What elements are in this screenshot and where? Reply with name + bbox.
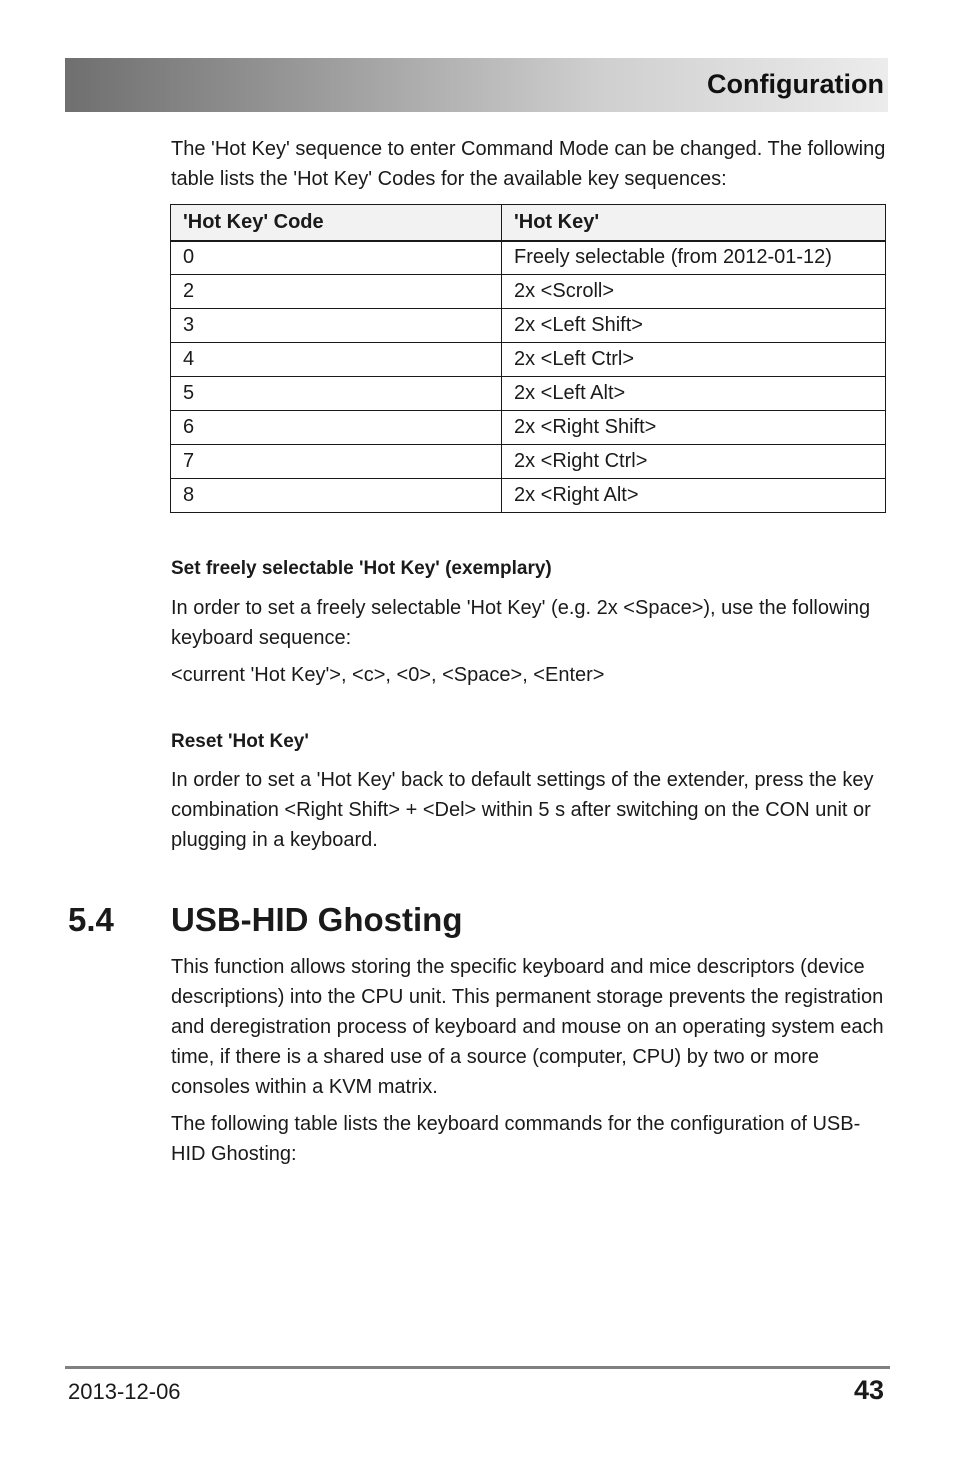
- table-cell-hotkey: 2x <Scroll>: [502, 275, 886, 309]
- table-header-row: [171, 205, 886, 241]
- table-cell-code: 6: [171, 411, 502, 445]
- hotkey-table: [170, 204, 886, 513]
- table-cell-hotkey: Freely selectable (from 2012-01-12): [502, 241, 886, 275]
- table-header-hotkey: 'Hot Key': [502, 205, 886, 241]
- table-cell-hotkey: 2x <Left Alt>: [502, 377, 886, 411]
- footer-divider: [65, 1366, 890, 1369]
- table-cell-code: 3: [171, 309, 502, 343]
- reset-heading: Reset 'Hot Key': [171, 731, 309, 752]
- table-cell-code: 5: [171, 377, 502, 411]
- table-row: [171, 479, 886, 513]
- footer-date: 2013-12-06: [68, 1379, 181, 1404]
- table-row: [171, 411, 886, 445]
- page-number: 43: [853, 1375, 884, 1405]
- page-header-band: [65, 58, 888, 112]
- section-number: 5.4: [68, 901, 114, 938]
- table-cell-code: 2: [171, 275, 502, 309]
- table-cell-hotkey: 2x <Right Alt>: [502, 479, 886, 513]
- table-cell-hotkey: 2x <Left Ctrl>: [502, 343, 886, 377]
- table-cell-hotkey: 2x <Right Shift>: [502, 411, 886, 445]
- table-cell-hotkey: 2x <Left Shift>: [502, 309, 886, 343]
- freely-selectable-sequence: <current 'Hot Key'>, <c>, <0>, <Space>, <Enter>: [171, 664, 605, 686]
- table-cell-code: 4: [171, 343, 502, 377]
- section-paragraph-1: This function allows storing the specific keyboard and mice descriptors (device descriptions) into the CPU unit. This permanent storage prevents the registration and deregistration process of keyboard and mouse on an operating system each time, if there is a shared use of a source (computer, CPU) by two or more consoles within a KVM matrix.: [171, 956, 884, 1098]
- table-row: [171, 309, 886, 343]
- freely-selectable-text: In order to set a freely selectable 'Hot Key' (e.g. 2x <Space>), use the following keyboard sequence:: [171, 597, 871, 649]
- section-paragraph-2: The following table lists the keyboard commands for the configuration of USB-HID Ghosting:: [171, 1113, 861, 1165]
- table-cell-code: 7: [171, 445, 502, 479]
- table-header-code: 'Hot Key' Code: [171, 205, 502, 241]
- intro-paragraph: The 'Hot Key' sequence to enter Command Mode can be changed. The following table lists the 'Hot Key' Codes for the available key sequences:: [171, 138, 886, 190]
- table-row: [171, 275, 886, 309]
- section-title: USB-HID Ghosting: [171, 901, 463, 938]
- table-cell-code: 8: [171, 479, 502, 513]
- table-row: [171, 241, 886, 275]
- table-cell-code: 0: [171, 241, 502, 275]
- freely-selectable-heading: Set freely selectable 'Hot Key' (exemplary): [171, 558, 552, 579]
- table-row: [171, 445, 886, 479]
- page-header-title: Configuration: [707, 69, 884, 99]
- table-cell-hotkey: 2x <Right Ctrl>: [502, 445, 886, 479]
- table-row: [171, 377, 886, 411]
- reset-text: In order to set a 'Hot Key' back to default settings of the extender, press the key combination <Right Shift> + <Del> within 5 s after switching on the CON unit or plugging in a keyboard.: [171, 769, 874, 851]
- table-row: [171, 343, 886, 377]
